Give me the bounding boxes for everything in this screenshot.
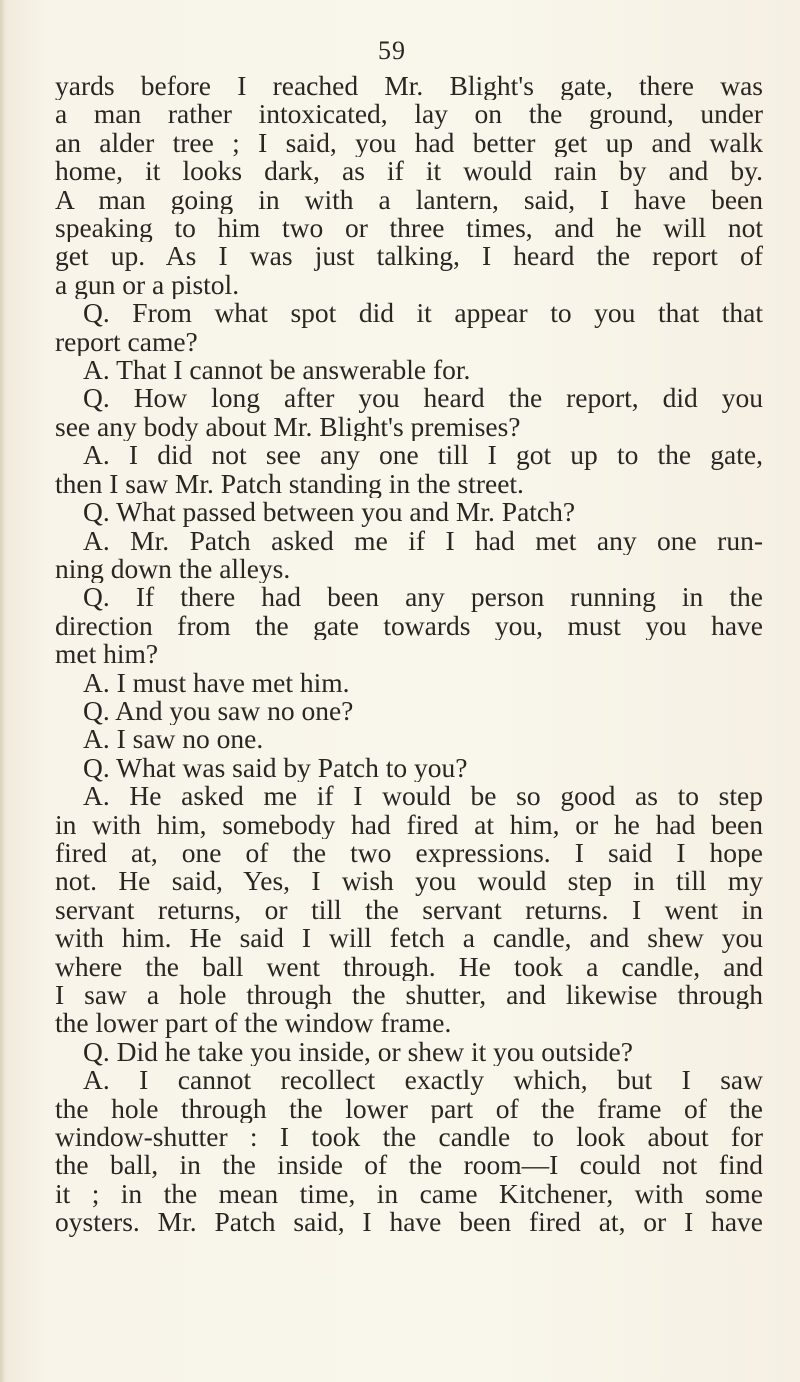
text-line: then I saw Mr. Patch standing in the street. [55,469,524,499]
text-line: a gun or a pistol. [55,270,240,300]
text-line: where the ball went through. He took a candle, and [55,952,763,981]
paragraph [55,441,763,498]
text-line: in with him, somebody had fired at him, or he had been [55,810,763,839]
paragraph [55,697,763,725]
paragraph [55,583,763,668]
text-line: Q. What passed between you and Mr. Patch? [83,498,576,527]
text-line: it ; in the mean time, in came Kitchener, with some [55,1179,763,1209]
text-line: speaking to him two or three times, and he will not [55,214,763,243]
text-line: servant returns, or till the servant returns. I went in [55,895,763,925]
text-line: a man rather intoxicated, lay on the ground, under [55,100,763,129]
text-line: get up. As I was just talking, I heard the report of [55,242,763,271]
text-line: A man going in with a lantern, said, I have been [55,185,763,215]
text-line: A. I did not see any one till I got up to the gate, [83,441,763,470]
text-line: not. He said, Yes, I wish you would step in till my [55,867,763,896]
testimony-text [55,72,763,1237]
text-line: Q. How long after you heard the report, did you [83,384,763,413]
text-line: oysters. Mr. Patch said, I have been fired at, or I have [55,1208,763,1237]
paragraph [55,1066,763,1236]
paragraph [55,669,763,697]
text-line: direction from the gate towards you, must you have [55,611,763,641]
text-line: window-shutter : I took the candle to look about for [55,1123,763,1152]
text-line: yards before I reached Mr. Blight's gate, there was [55,72,763,101]
text-line: A. I cannot recollect exactly which, but I saw [83,1066,763,1095]
paragraph [55,1038,763,1066]
text-line: A. That I cannot be answerable for. [83,356,471,385]
paragraph [55,384,763,441]
text-line: A. I saw no one. [83,725,264,754]
paragraph [55,72,763,299]
paragraph [55,754,763,782]
paragraph [55,498,763,526]
text-line: the ball, in the inside of the room—I could not find [55,1151,763,1180]
page-spine-shadow [0,0,6,1382]
paragraph [55,356,763,384]
text-line: Q. What was said by Patch to you? [83,753,468,783]
text-line: with him. He said I will fetch a candle, and shew you [55,924,763,953]
page-number: 59 [378,36,406,65]
text-line: A. I must have met him. [83,668,350,697]
text-line: see any body about Mr. Blight's premises? [55,412,521,442]
text-line: Q. If there had been any person running in the [83,583,763,612]
text-line: ning down the alleys. [55,554,291,584]
text-line: met him? [55,640,159,669]
text-line: report came? [55,327,198,357]
paragraph [55,782,763,1038]
text-line: Q. Did he take you inside, or shew it you outside? [83,1037,633,1067]
paragraph [55,725,763,753]
text-line: I saw a hole through the shutter, and likewise through [55,981,763,1010]
text-line: Q. From what spot did it appear to you that that [83,299,763,328]
text-line: A. He asked me if I would be so good as to step [83,782,763,811]
text-line: home, it looks dark, as if it would rain by and by. [55,157,763,186]
text-line: Q. And you saw no one? [83,696,354,726]
text-line: A. Mr. Patch asked me if I had met any one run- [83,526,763,555]
text-line: an alder tree ; I said, you had better get up and walk [55,128,763,158]
paragraph [55,527,763,584]
text-line: the hole through the lower part of the frame of the [55,1094,763,1124]
text-line: fired at, one of the two expressions. I said I hope [55,838,763,868]
paragraph [55,299,763,356]
text-line: the lower part of the window frame. [55,1009,452,1038]
